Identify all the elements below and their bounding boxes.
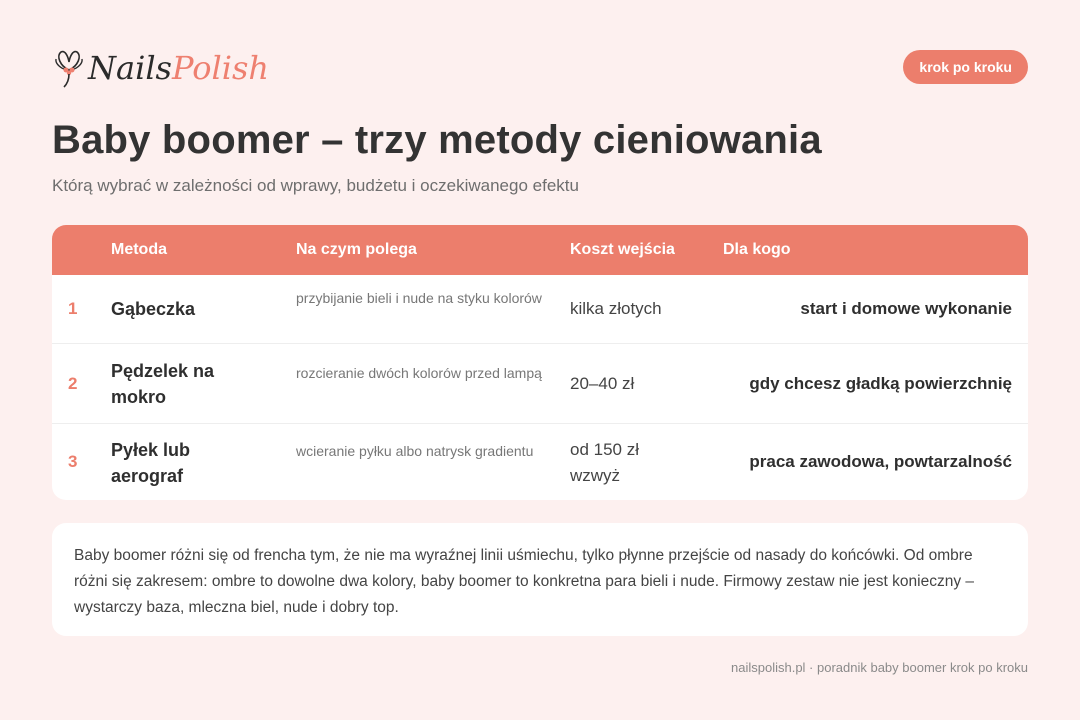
flower-logo-icon [52,48,86,88]
table-row [52,344,1028,424]
methods-table [52,225,1028,500]
logo-text: NailsPolish [88,49,269,87]
row-cost: od 150 zł wzwyż [570,440,639,485]
row-cost: 20–40 zł [570,374,635,393]
header-cost: Koszt wejścia [570,241,675,258]
table-row [52,424,1028,500]
header-method: Metoda [111,241,167,258]
row-description: przybijanie bieli i nude na styku kolorów [296,290,542,306]
page-subtitle: Którą wybrać w zależności od wprawy, budżetu i oczekiwanego efektu [52,176,579,195]
step-by-step-badge[interactable]: krok po kroku [903,50,1028,84]
header-who: Dla kogo [723,241,791,258]
brand-logo[interactable] [52,44,282,92]
header-how: Na czym polega [296,241,417,258]
row-audience: gdy chcesz gładką powierzchnię [749,374,1012,393]
row-method: Gąbeczka [111,299,196,319]
row-number: 3 [68,452,78,471]
row-cost: kilka złotych [570,299,662,318]
row-audience: praca zawodowa, powtarzalność [749,452,1012,471]
row-number: 1 [68,299,78,318]
row-description: rozcieranie dwóch kolorów przed lampą [296,365,542,381]
row-number: 2 [68,374,78,393]
row-method: Pędzelek na mokro [111,361,215,407]
table-row [52,275,1028,344]
table-header [52,225,1028,275]
footer-text: nailspolish.pl · poradnik baby boomer krok po kroku [731,660,1028,675]
row-method: Pyłek lub aerograf [111,440,191,486]
page-title: Baby boomer – trzy metody cieniowania [52,118,822,162]
row-description: wcieranie pyłku albo natrysk gradientu [296,443,534,459]
row-audience: start i domowe wykonanie [800,299,1012,318]
note-text: Baby boomer różni się od frencha tym, że nie ma wyraźnej linii uśmiechu, tylko płynne przejście od nasady do końcówki. Od ombre różni się zakresem: ombre to dowolne dwa kolory, baby boomer to konkretna para bieli i nude. Firmowy zestaw nie jest konieczny – wystarczy baza, mleczna biel, nude i dobry top. [74,547,974,616]
info-note [52,523,1028,636]
